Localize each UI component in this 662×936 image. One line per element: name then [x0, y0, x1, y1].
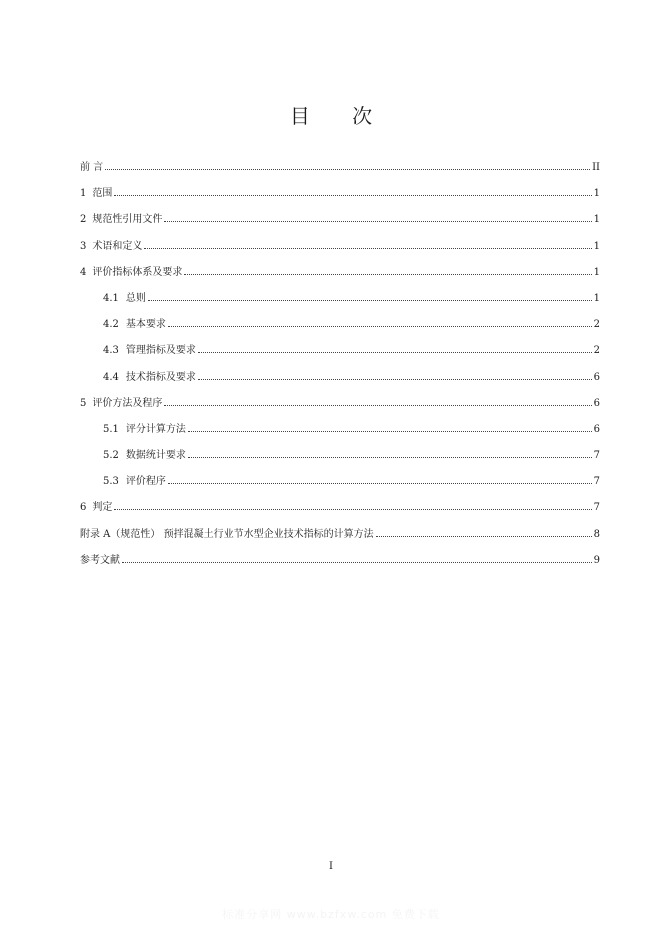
toc-entry-page: 1 — [593, 214, 600, 226]
table-of-contents — [80, 161, 600, 580]
toc-entry-label: 评价程序 — [125, 476, 166, 488]
toc-dot-leader — [376, 535, 592, 537]
toc-entry-2[interactable] — [80, 213, 600, 239]
toc-entry-label: 总则 — [125, 292, 146, 304]
toc-entry-page: 9 — [593, 554, 600, 566]
toc-entry-5-3[interactable] — [80, 475, 600, 501]
toc-entry-label: 评分计算方法 — [125, 423, 186, 435]
toc-entry-4-1[interactable] — [80, 292, 600, 318]
toc-entry-label: 管理指标及要求 — [125, 345, 196, 357]
toc-entry-label: 判定 — [92, 502, 113, 514]
toc-entry-page: 1 — [593, 240, 600, 252]
watermark-text: 标准分享网 www.bzfxw.com 免费下载 — [222, 908, 440, 921]
toc-entry-page: 2 — [593, 319, 600, 331]
toc-dot-leader — [114, 194, 591, 196]
toc-entry-number: 5 — [80, 397, 87, 409]
toc-entry-number: 5.1 — [103, 423, 119, 435]
toc-dot-leader — [188, 430, 592, 432]
toc-entry-label: 规范性引用文件 — [92, 214, 163, 226]
toc-entry-page: 8 — [593, 528, 600, 540]
toc-dot-leader — [164, 404, 591, 406]
toc-entry-number: 4.2 — [103, 319, 119, 331]
toc-entry-number: 5.2 — [103, 450, 119, 462]
toc-entry-page: 6 — [593, 371, 600, 383]
toc-entry-label: 附录 A（规范性） 预拌混凝土行业节水型企业技术指标的计算方法 — [80, 528, 374, 540]
toc-dot-leader — [168, 482, 592, 484]
toc-title: 目 次 — [289, 104, 391, 128]
toc-dot-leader — [148, 299, 592, 301]
toc-entry-page: 7 — [593, 502, 600, 514]
toc-entry-page: 2 — [593, 345, 600, 357]
toc-entry-5[interactable] — [80, 397, 600, 423]
toc-entry-label: 评价指标体系及要求 — [92, 266, 183, 278]
toc-dot-leader — [122, 561, 592, 563]
toc-dot-leader — [198, 378, 592, 380]
toc-entry-number: 4.4 — [103, 371, 119, 383]
toc-entry-4[interactable] — [80, 266, 600, 292]
toc-dot-leader — [105, 168, 590, 170]
toc-entry-label: 技术指标及要求 — [125, 371, 196, 383]
toc-dot-leader — [114, 508, 591, 510]
toc-entry-number: 2 — [80, 214, 87, 226]
toc-entry-page: 7 — [593, 476, 600, 488]
toc-entry-page: 6 — [593, 397, 600, 409]
toc-dot-leader — [144, 247, 591, 249]
toc-entry-number: 4.1 — [103, 292, 119, 304]
toc-entry-label: 数据统计要求 — [125, 450, 186, 462]
toc-entry-number: 6 — [80, 502, 87, 514]
toc-entry-4-4[interactable] — [80, 371, 600, 397]
toc-entry-3[interactable] — [80, 240, 600, 266]
toc-entry-label: 术语和定义 — [92, 240, 143, 252]
toc-entry-4-2[interactable] — [80, 318, 600, 344]
toc-dot-leader — [188, 456, 592, 458]
toc-entry-label: 范围 — [92, 188, 113, 200]
toc-entry-5-2[interactable] — [80, 449, 600, 475]
toc-entry-number: 5.3 — [103, 476, 119, 488]
toc-entry-number: 3 — [80, 240, 87, 252]
toc-entry-6[interactable] — [80, 501, 600, 527]
toc-entry-4-3[interactable] — [80, 344, 600, 370]
toc-entry-page: 1 — [593, 188, 600, 200]
toc-entry-foreword[interactable] — [80, 161, 600, 187]
toc-entry-label: 评价方法及程序 — [92, 397, 163, 409]
toc-entry-page: 1 — [593, 266, 600, 278]
toc-entry-page: II — [592, 162, 600, 173]
toc-entry-appendix-a[interactable] — [80, 528, 600, 554]
toc-entry-number: 1 — [80, 188, 87, 200]
page-number: I — [329, 861, 333, 872]
toc-entry-page: 1 — [593, 292, 600, 304]
toc-entry-label: 基本要求 — [125, 319, 166, 331]
toc-entry-references[interactable] — [80, 554, 600, 580]
toc-entry-5-1[interactable] — [80, 423, 600, 449]
toc-entry-label: 前 言 — [80, 162, 104, 173]
toc-entry-page: 7 — [593, 450, 600, 462]
toc-entry-page: 6 — [593, 423, 600, 435]
toc-dot-leader — [184, 273, 591, 275]
toc-entry-label: 参考文献 — [80, 554, 120, 566]
toc-entry-1[interactable] — [80, 187, 600, 213]
toc-dot-leader — [168, 325, 592, 327]
toc-dot-leader — [164, 220, 591, 222]
toc-entry-number: 4.3 — [103, 345, 119, 357]
toc-dot-leader — [198, 351, 592, 353]
toc-entry-number: 4 — [80, 266, 87, 278]
